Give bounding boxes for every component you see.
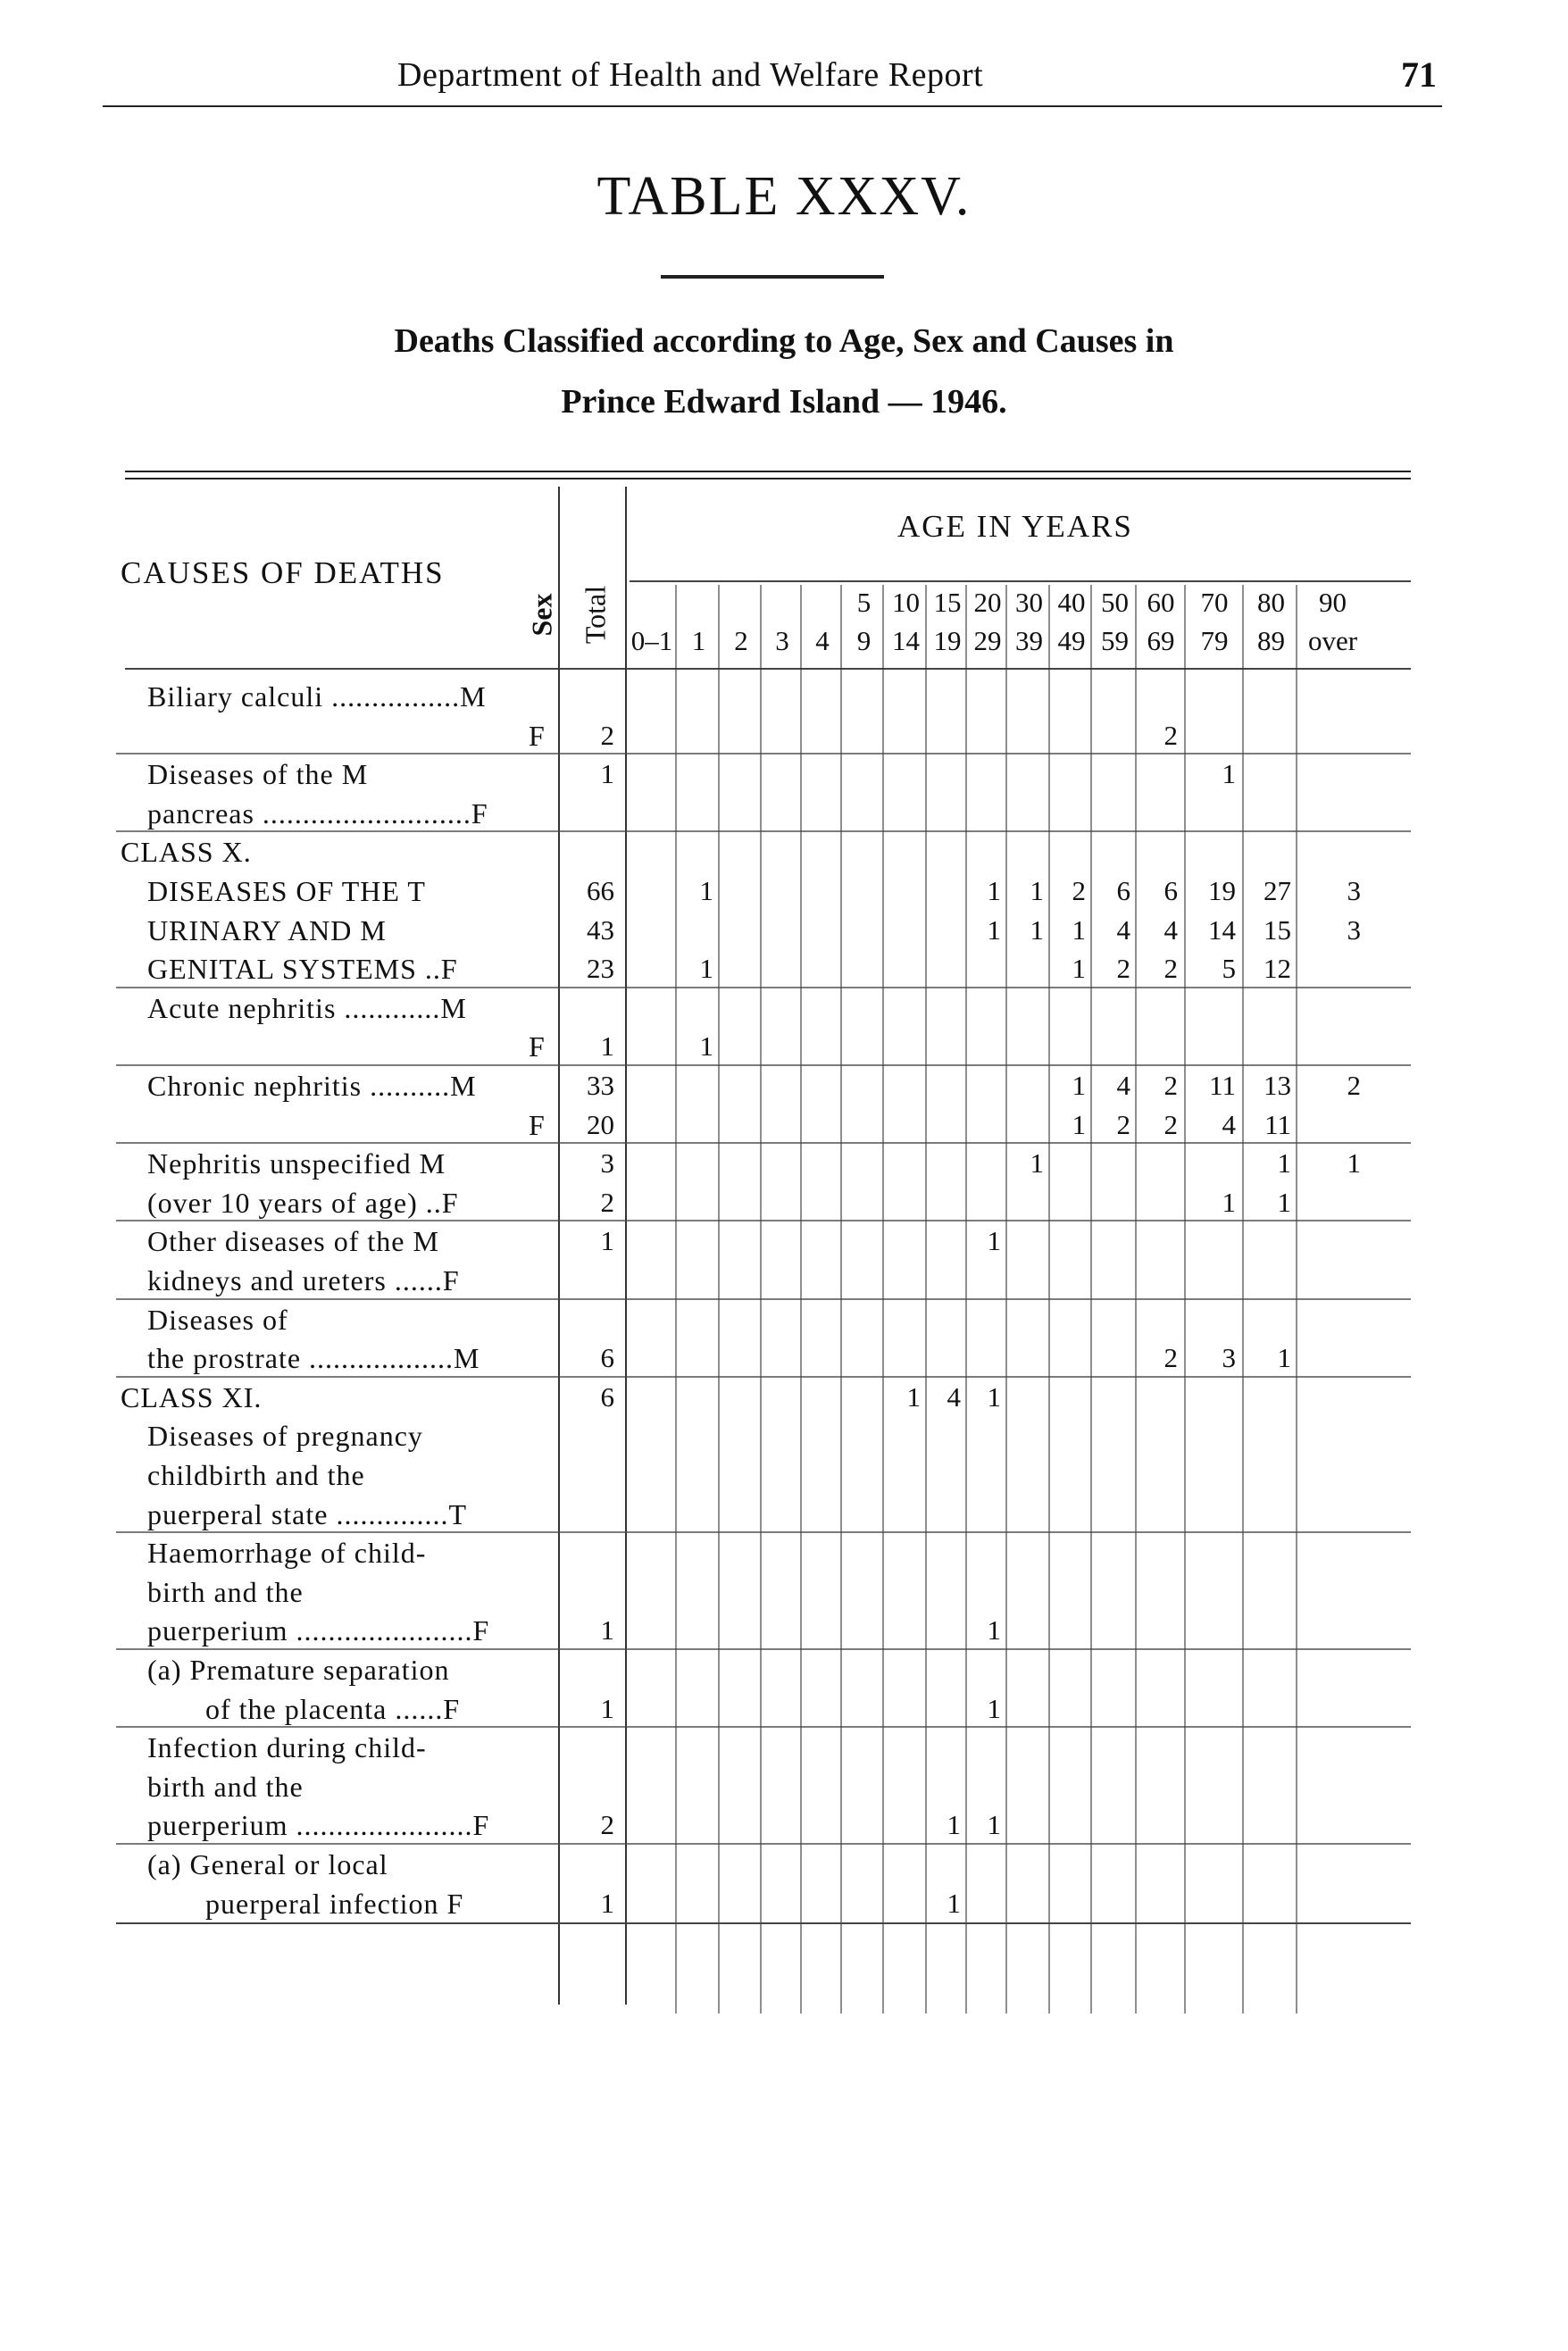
row-total: 66 bbox=[587, 875, 614, 906]
row-cause-label: CLASS X. bbox=[121, 836, 252, 869]
row-cause-label: puerperium ......................F bbox=[147, 1809, 490, 1842]
divider-age bbox=[625, 487, 627, 2005]
group-separator-0 bbox=[116, 753, 1411, 754]
row-age-value: 4 bbox=[1116, 1070, 1130, 1101]
group-separator-11 bbox=[116, 1843, 1411, 1845]
row-age-value: 1 bbox=[987, 1225, 1001, 1257]
row-age-value: 2 bbox=[1116, 1108, 1130, 1140]
row-cause-label: Diseases of bbox=[147, 1303, 288, 1336]
row-age-value: 4 bbox=[1222, 1108, 1236, 1140]
age-col-bottom-10: 49 bbox=[1057, 625, 1086, 656]
row-age-value: 1 bbox=[987, 875, 1001, 906]
row-age-value: 1 bbox=[987, 1380, 1001, 1413]
row-age-value: 2 bbox=[1163, 953, 1178, 985]
row-age-value: 6 bbox=[1163, 875, 1178, 906]
row-age-value: 1 bbox=[906, 1380, 921, 1413]
age-col-bottom-6: 14 bbox=[892, 625, 920, 656]
row-age-value: 1 bbox=[1277, 1186, 1291, 1218]
row-cause-label: F bbox=[529, 1030, 546, 1063]
row-age-value: 1 bbox=[1222, 758, 1236, 790]
row-cause-label: CLASS XI. bbox=[121, 1380, 263, 1413]
row-cause-label: birth and the bbox=[147, 1770, 304, 1803]
row-age-value: 14 bbox=[1208, 913, 1236, 946]
running-header bbox=[103, 52, 1442, 107]
age-col-bottom-3: 3 bbox=[775, 625, 789, 656]
row-age-value: 2 bbox=[1163, 719, 1178, 751]
age-col-bottom-7: 19 bbox=[933, 625, 962, 656]
row-age-value: 6 bbox=[1116, 875, 1130, 906]
group-separator-5 bbox=[116, 1220, 1411, 1221]
age-col-top-7: 15 bbox=[933, 587, 962, 618]
row-cause-label: F bbox=[529, 1108, 546, 1141]
header-sex: Sex bbox=[525, 593, 558, 637]
group-separator-4 bbox=[116, 1142, 1411, 1144]
row-age-value: 4 bbox=[1163, 913, 1178, 946]
row-cause-label: puerperal state ..............T bbox=[147, 1497, 467, 1530]
row-age-value: 1 bbox=[699, 875, 713, 906]
row-age-value: 1 bbox=[1030, 913, 1044, 946]
age-col-top-5: 5 bbox=[856, 587, 872, 618]
row-cause-label: (over 10 years of age) ..F bbox=[147, 1186, 459, 1219]
row-cause-label: kidneys and ureters ......F bbox=[147, 1264, 460, 1296]
row-age-value: 3 bbox=[1347, 913, 1361, 946]
row-total: 1 bbox=[600, 758, 614, 790]
row-total: 1 bbox=[600, 1225, 614, 1257]
row-total: 33 bbox=[587, 1070, 614, 1101]
row-age-value: 19 bbox=[1208, 875, 1236, 906]
row-age-value: 1 bbox=[1277, 1342, 1291, 1374]
table-top-rule-2 bbox=[125, 478, 1411, 479]
running-head-title: Department of Health and Welfare Report bbox=[397, 56, 984, 94]
row-total: 20 bbox=[587, 1108, 614, 1140]
row-cause-label: (a) General or local bbox=[147, 1848, 388, 1880]
row-cause-label: Other diseases of the M bbox=[147, 1225, 439, 1258]
divider-total bbox=[558, 487, 560, 2005]
row-age-value: 1 bbox=[1072, 1108, 1086, 1140]
row-age-value: 11 bbox=[1264, 1108, 1291, 1140]
row-age-value: 1 bbox=[987, 1692, 1001, 1724]
row-total: 3 bbox=[600, 1147, 614, 1180]
row-total: 1 bbox=[600, 1887, 614, 1919]
row-age-value: 12 bbox=[1264, 953, 1291, 985]
row-age-value: 13 bbox=[1264, 1070, 1291, 1101]
row-total: 1 bbox=[600, 1614, 614, 1647]
age-col-bottom-8: 29 bbox=[973, 625, 1002, 656]
row-age-value: 1 bbox=[1277, 1147, 1291, 1180]
group-separator-9 bbox=[116, 1648, 1411, 1650]
age-col-bottom-13: 79 bbox=[1200, 625, 1229, 656]
group-separator-3 bbox=[116, 1064, 1411, 1066]
row-cause-label: Nephritis unspecified M bbox=[147, 1147, 446, 1180]
row-age-value: 1 bbox=[699, 1030, 713, 1063]
row-age-value: 27 bbox=[1264, 875, 1291, 906]
title-divider bbox=[661, 275, 884, 279]
row-age-value: 1 bbox=[987, 913, 1001, 946]
row-cause-label: Acute nephritis ............M bbox=[147, 991, 467, 1024]
row-cause-label: of the placenta ......F bbox=[205, 1692, 461, 1725]
row-age-value: 4 bbox=[947, 1380, 961, 1413]
row-total: 6 bbox=[600, 1342, 614, 1374]
row-total: 1 bbox=[600, 1030, 614, 1063]
age-col-top-13: 70 bbox=[1200, 587, 1229, 618]
row-age-value: 1 bbox=[699, 953, 713, 985]
row-age-value: 2 bbox=[1072, 875, 1086, 906]
table-caption-line-2: Prince Edward Island — 1946. bbox=[561, 383, 1007, 421]
group-separator-6 bbox=[116, 1298, 1411, 1300]
age-col-bottom-11: 59 bbox=[1101, 625, 1129, 656]
group-separator-7 bbox=[116, 1376, 1411, 1378]
header-bottom-rule bbox=[125, 668, 1411, 670]
age-col-bottom-15: over bbox=[1307, 625, 1358, 656]
row-cause-label: puerperal infection F bbox=[205, 1887, 464, 1920]
row-age-value: 2 bbox=[1163, 1070, 1178, 1101]
row-total: 6 bbox=[600, 1380, 614, 1413]
header-age-in-years: AGE IN YEARS bbox=[897, 509, 1133, 544]
row-age-value: 3 bbox=[1222, 1342, 1236, 1374]
row-cause-label: GENITAL SYSTEMS ..F bbox=[147, 953, 458, 986]
age-col-top-9: 30 bbox=[1015, 587, 1043, 618]
row-total: 2 bbox=[600, 1186, 614, 1218]
age-col-bottom-2: 2 bbox=[734, 625, 748, 656]
group-separator-1 bbox=[116, 830, 1411, 832]
row-age-value: 2 bbox=[1347, 1070, 1361, 1101]
row-age-value: 1 bbox=[987, 1614, 1001, 1647]
row-cause-label: puerperium ......................F bbox=[147, 1614, 490, 1647]
header-causes: CAUSES OF DEATHS bbox=[121, 555, 445, 590]
row-age-value: 1 bbox=[987, 1809, 1001, 1841]
row-cause-label: Diseases of pregnancy bbox=[147, 1420, 423, 1453]
row-cause-label: birth and the bbox=[147, 1575, 304, 1608]
age-header-rule bbox=[630, 580, 1411, 582]
row-cause-label: childbirth and the bbox=[147, 1459, 365, 1491]
table-title: TABLE XXXV. bbox=[596, 166, 972, 227]
group-separator-10 bbox=[116, 1726, 1411, 1728]
row-age-value: 5 bbox=[1222, 953, 1236, 985]
row-total: 43 bbox=[587, 913, 614, 946]
age-col-bottom-4: 4 bbox=[815, 625, 830, 656]
row-age-value: 1 bbox=[1072, 1070, 1086, 1101]
table-bottom-rule bbox=[116, 1922, 1411, 1924]
group-separator-2 bbox=[116, 987, 1411, 988]
row-age-value: 1 bbox=[1030, 875, 1044, 906]
row-age-value: 1 bbox=[1072, 953, 1086, 985]
age-col-top-15: 90 bbox=[1319, 587, 1347, 618]
page-number: 71 bbox=[1401, 54, 1437, 95]
age-col-top-11: 50 bbox=[1101, 587, 1129, 618]
row-cause-label: the prostrate ..................M bbox=[147, 1342, 480, 1375]
age-col-bottom-14: 89 bbox=[1257, 625, 1285, 656]
age-col-bottom-9: 39 bbox=[1015, 625, 1043, 656]
row-age-value: 1 bbox=[1347, 1147, 1361, 1180]
row-age-value: 2 bbox=[1163, 1108, 1178, 1140]
row-cause-label: Chronic nephritis ..........M bbox=[147, 1070, 477, 1102]
row-cause-label: pancreas ..........................F bbox=[147, 796, 488, 830]
age-col-top-8: 20 bbox=[973, 587, 1002, 618]
row-cause-label: (a) Premature separation bbox=[147, 1654, 450, 1686]
table-top-rule bbox=[125, 471, 1411, 472]
row-age-value: 1 bbox=[1222, 1186, 1236, 1218]
age-col-top-12: 60 bbox=[1147, 587, 1175, 618]
row-cause-label: F bbox=[529, 719, 546, 752]
row-age-value: 1 bbox=[1072, 913, 1086, 946]
row-cause-label: Infection during child- bbox=[147, 1731, 427, 1764]
age-col-bottom-12: 69 bbox=[1147, 625, 1175, 656]
row-cause-label: Biliary calculi ................M bbox=[147, 680, 487, 713]
age-col-top-14: 80 bbox=[1257, 587, 1285, 618]
row-total: 2 bbox=[600, 1809, 614, 1841]
row-age-value: 1 bbox=[947, 1809, 961, 1841]
row-age-value: 4 bbox=[1116, 913, 1130, 946]
row-cause-label: Diseases of the M bbox=[147, 758, 369, 791]
age-col-bottom-1: 1 bbox=[691, 625, 706, 656]
row-cause-label: URINARY AND M bbox=[147, 913, 387, 946]
row-age-value: 1 bbox=[1030, 1147, 1044, 1180]
table-caption-line-1: Deaths Classified according to Age, Sex and Causes in bbox=[394, 322, 1174, 360]
row-age-value: 2 bbox=[1116, 953, 1130, 985]
row-age-value: 15 bbox=[1264, 913, 1291, 946]
row-age-value: 3 bbox=[1347, 875, 1361, 906]
row-age-value: 11 bbox=[1209, 1070, 1236, 1101]
row-age-value: 2 bbox=[1163, 1342, 1178, 1374]
row-total: 2 bbox=[600, 719, 614, 751]
age-col-top-6: 10 bbox=[892, 587, 920, 618]
row-age-value: 1 bbox=[947, 1887, 961, 1919]
group-separator-8 bbox=[116, 1531, 1411, 1533]
age-col-bottom-0: 0–1 bbox=[630, 625, 673, 656]
age-col-top-10: 40 bbox=[1057, 587, 1086, 618]
header-total: Total bbox=[579, 585, 612, 645]
row-total: 1 bbox=[600, 1692, 614, 1724]
row-cause-label: Haemorrhage of child- bbox=[147, 1537, 427, 1570]
row-total: 23 bbox=[587, 953, 614, 985]
age-col-bottom-5: 9 bbox=[856, 625, 872, 656]
row-cause-label: DISEASES OF THE T bbox=[147, 875, 426, 907]
